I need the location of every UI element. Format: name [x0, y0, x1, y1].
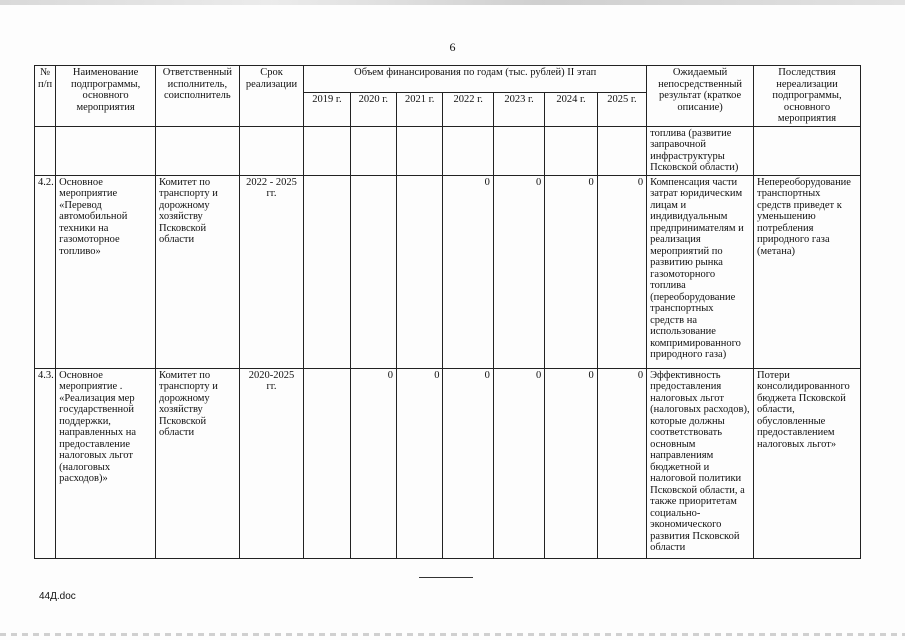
cell-value — [304, 126, 350, 175]
cell-value — [397, 175, 443, 368]
cell-value — [397, 126, 443, 175]
cell-value — [597, 126, 646, 175]
cell-consequences — [754, 126, 861, 175]
scan-edge-bottom — [0, 633, 905, 636]
cell-value: 0 — [493, 175, 544, 368]
header-year: 2019 г. — [304, 92, 350, 126]
cell-result: Компенсация части затрат юридическим лицам и индивидуальным предпринимателям и реализация мероприятий по развитию рынка газомоторного топлива (переоборудование транспортных средств на использование компримированного природного газа) — [647, 175, 754, 368]
header-year: 2022 г. — [443, 92, 493, 126]
cell-num — [35, 126, 56, 175]
cell-value: 0 — [397, 368, 443, 558]
cell-value: 0 — [597, 175, 646, 368]
scan-edge-top — [0, 0, 905, 5]
page-number: 6 — [449, 40, 456, 54]
header-result: Ожидаемый непосредственный результат (краткое описание) — [647, 66, 754, 127]
header-name: Наименование подпрограммы, основного мероприятия — [56, 66, 156, 127]
cell-value — [493, 126, 544, 175]
cell-consequences: Потери консолидированного бюджета Псковской области, обусловленные предоставлением налоговых льгот» — [754, 368, 861, 558]
cell-value: 0 — [443, 368, 493, 558]
cell-value: 0 — [350, 368, 396, 558]
cell-num: 4.3. — [35, 368, 56, 558]
cell-result: топлива (развитие заправочной инфраструктуры Псковской области) — [647, 126, 754, 175]
header-year: 2024 г. — [545, 92, 597, 126]
header-year: 2025 г. — [597, 92, 646, 126]
cell-term: 2020-2025 гг. — [239, 368, 304, 558]
cell-result: Эффективность предоставления налоговых льгот (налоговых расходов), которые должны соответствовать основным направлениям бюджетной и налоговой политики Псковской области, а также приоритетам социально-экономического развития Псковской области — [647, 368, 754, 558]
header-row — [35, 66, 861, 93]
header-year: 2020 г. — [350, 92, 396, 126]
header-financing: Объем финансирования по годам (тыс. рублей) II этап — [304, 66, 647, 93]
header-responsible: Ответственный исполнитель, соисполнитель — [156, 66, 240, 127]
cell-value: 0 — [545, 175, 597, 368]
cell-responsible — [156, 126, 240, 175]
header-year: 2023 г. — [493, 92, 544, 126]
header-term: Срок реализации — [239, 66, 304, 127]
cell-term: 2022 - 2025 гг. — [239, 175, 304, 368]
cell-value: 0 — [493, 368, 544, 558]
footer-filename: 44Д.doc — [39, 591, 76, 602]
cell-value — [350, 126, 396, 175]
cell-value — [304, 175, 350, 368]
cell-name — [56, 126, 156, 175]
cell-value: 0 — [597, 368, 646, 558]
cell-consequences: Непереоборудование транспортных средств приведет к уменьшению потребления природного газа (метана) — [754, 175, 861, 368]
table-row — [35, 175, 861, 368]
footer-separator — [419, 577, 473, 578]
program-table — [34, 65, 861, 559]
cell-num: 4.2. — [35, 175, 56, 368]
cell-value — [350, 175, 396, 368]
cell-responsible: Комитет по транспорту и дорожному хозяйству Псковской области — [156, 368, 240, 558]
cell-value — [443, 126, 493, 175]
header-num: № п/п — [35, 66, 56, 127]
cell-term — [239, 126, 304, 175]
table-row — [35, 126, 861, 175]
cell-value — [545, 126, 597, 175]
cell-value — [304, 368, 350, 558]
cell-name: Основное мероприятие «Перевод автомобильной техники на газомоторное топливо» — [56, 175, 156, 368]
table-row — [35, 368, 861, 558]
cell-responsible: Комитет по транспорту и дорожному хозяйству Псковской области — [156, 175, 240, 368]
cell-value: 0 — [545, 368, 597, 558]
header-year: 2021 г. — [397, 92, 443, 126]
cell-name: Основное мероприятие . «Реализация мер государственной поддержки, направленных на предоставление налоговых льгот (налоговых расходов)» — [56, 368, 156, 558]
cell-value: 0 — [443, 175, 493, 368]
header-consequences: Последствия нереализации подпрограммы, основного мероприятия — [754, 66, 861, 127]
